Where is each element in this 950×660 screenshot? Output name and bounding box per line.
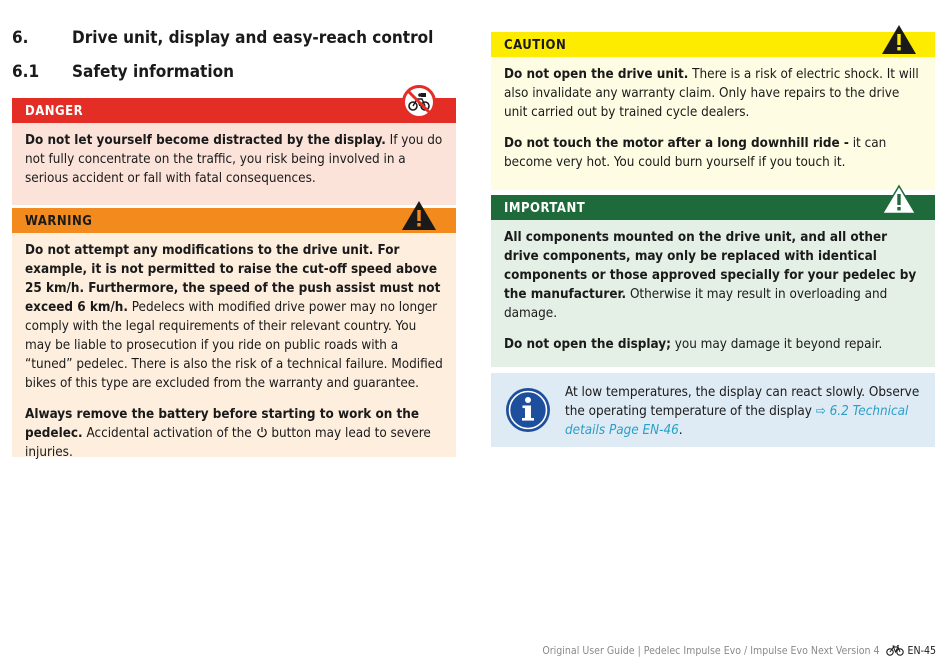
important-box — [491, 195, 935, 362]
section-title: Drive unit, display and easy-reach control — [72, 28, 434, 48]
section-heading — [12, 28, 433, 48]
caution-text-2: it can become very hot. You could burn yourself if you touch it. — [504, 136, 887, 170]
subsection-title: Safety information — [72, 62, 234, 82]
info-text-end: . — [678, 423, 683, 438]
warning-text-1: Pedelecs with modified drive power may no longer comply with the legal requirements of their relevant country. You may be liable to prosecution if you ride on public roads with a “tuned” pedelec. There is also the risk of a technical failure. Modified bikes of this type are excluded from the warranty and guarantee. — [25, 300, 443, 391]
important-header — [491, 195, 935, 220]
caution-label: CAUTION — [504, 38, 567, 53]
important-label: IMPORTANT — [504, 201, 586, 216]
page-number: EN-45 — [907, 645, 936, 657]
info-icon — [505, 387, 551, 433]
warning-box — [12, 208, 456, 460]
section-number: 6. — [12, 28, 29, 48]
caution-header — [491, 32, 935, 57]
subsection-number: 6.1 — [12, 62, 40, 82]
info-text: At low temperatures, the display can react slowly. Observe the operating temperature of the display — [565, 385, 920, 419]
subsection-heading — [12, 62, 234, 82]
warning-bold-1: Do not attempt any modifications to the drive unit. For example, it is not permitted to raise the cut-off speed above 25 km/h. Furthermore, the speed of the push assist must not exceed 6 km/h. — [25, 243, 441, 315]
info-box — [491, 373, 935, 447]
warning-triangle-icon — [401, 200, 437, 231]
warning-text-2a: Accidental activation of the — [82, 426, 256, 441]
danger-box — [12, 98, 456, 198]
important-bold-1: All components mounted on the drive unit, and all other drive components, may only be replaced with identical components or those approved specially for your pedelec by the manufacturer. — [504, 230, 917, 302]
caution-box — [491, 32, 935, 183]
important-bold-2: Do not open the display; — [504, 337, 671, 352]
caution-body — [491, 57, 935, 190]
danger-label: DANGER — [25, 104, 84, 119]
warning-triangle-icon — [881, 184, 917, 215]
technical-details-link[interactable]: ⇨ 6.2 Technical details Page EN-46 — [565, 404, 909, 438]
info-text-block — [565, 383, 925, 440]
caution-text-1: There is a risk of electric shock. It will also invalidate any warranty claim. Only have repairs to the drive unit carried out by trained cycle dealers. — [504, 67, 919, 120]
page-footer — [542, 645, 936, 657]
important-text-2: you may damage it beyond repair. — [670, 337, 883, 352]
danger-body — [12, 123, 456, 205]
footer-text: Original User Guide | Pedelec Impulse Evo / Impulse Evo Next Version 4 — [542, 645, 880, 657]
power-icon — [256, 426, 268, 438]
danger-header — [12, 98, 456, 123]
no-cycling-distraction-icon — [402, 85, 436, 119]
important-text-1: Otherwise it may result in overloading and damage. — [504, 287, 888, 321]
warning-label: WARNING — [25, 214, 93, 229]
warning-text-2b: button may lead to severe injuries. — [25, 426, 431, 460]
warning-header — [12, 208, 456, 233]
danger-text: If you do not fully concentrate on the traffic, you risk being involved in a serious accident or fall with fatal consequences. — [25, 133, 443, 186]
warning-body — [12, 233, 456, 460]
warning-triangle-icon — [881, 24, 917, 55]
caution-bold-1: Do not open the drive unit. — [504, 67, 689, 82]
warning-bold-2: Always remove the battery before starting to work on the pedelec. — [25, 407, 420, 441]
danger-bold-text: Do not let yourself become distracted by the display. — [25, 133, 386, 148]
caution-bold-2: Do not touch the motor after a long downhill ride - — [504, 136, 849, 151]
important-body — [491, 220, 935, 367]
bicycle-icon — [886, 645, 904, 656]
